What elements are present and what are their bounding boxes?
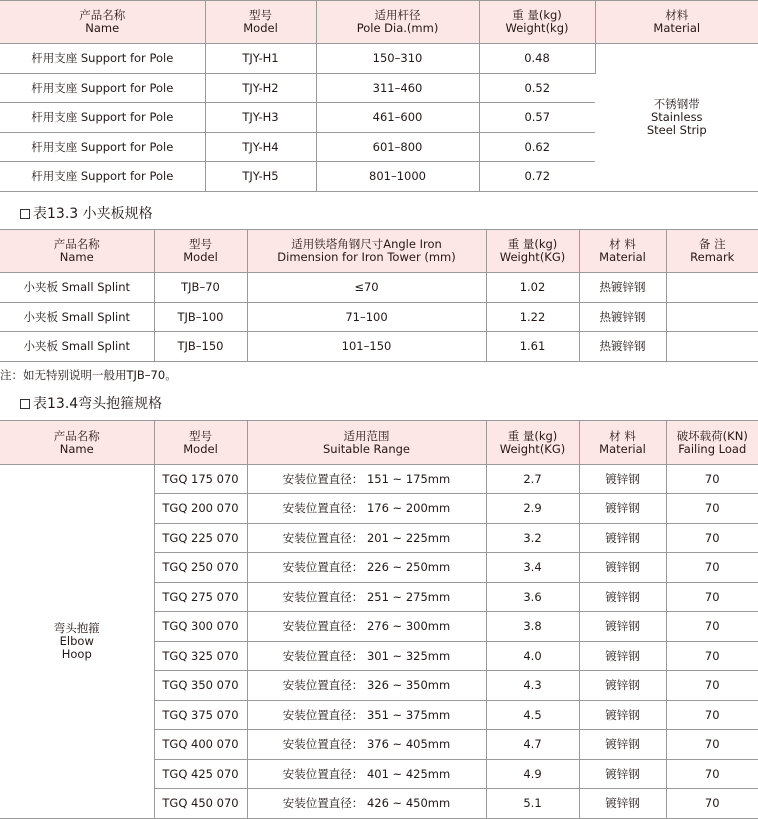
footnote: 注：如无特别说明一般用TJB–70。: [0, 368, 177, 382]
cell-material: 镀锌钢: [579, 760, 666, 789]
cell-material: 镀锌钢: [579, 671, 666, 701]
header-weight: 重 量(kg) Weight(KG): [486, 230, 579, 273]
header-weight: 重 量(kg) Weight(KG): [486, 421, 579, 465]
pole-support-table: [0, 0, 758, 192]
table-row: [0, 273, 758, 303]
header-material: 材料 Material: [595, 1, 758, 44]
header-name: 产品名称 Name: [0, 230, 154, 273]
cell-remark: [666, 332, 758, 362]
header-remark: 备 注 Remark: [666, 230, 758, 273]
cell-name: 杆用支座 Support for Pole: [0, 133, 205, 162]
header-material: 材 料 Material: [579, 421, 666, 465]
cell-dimension: ≤70: [247, 273, 486, 303]
cell-model: TGQ 425 070: [154, 760, 247, 789]
cell-name: 小夹板 Small Splint: [0, 303, 154, 332]
cell-material: 镀锌钢: [579, 789, 666, 819]
cell-range: 安装位置直径： 176 ~ 200mm: [247, 494, 486, 524]
table-row: [0, 44, 758, 74]
cell-model: TJY-H4: [205, 133, 316, 162]
cell-remark: [666, 303, 758, 332]
cell-model: TGQ 225 070: [154, 524, 247, 553]
cell-model: TGQ 200 070: [154, 494, 247, 524]
cell-model: TJY-H3: [205, 103, 316, 133]
cell-material: 热镀锌钢: [579, 303, 666, 332]
cell-material: 镀锌钢: [579, 612, 666, 642]
cell-model: TGQ 300 070: [154, 612, 247, 642]
cell-material: 镀锌钢: [579, 583, 666, 612]
table-row: [0, 303, 758, 332]
cell-model: TGQ 250 070: [154, 553, 247, 583]
header-angle-iron: 适用铁塔角钢尺寸Angle Iron Dimension for Iron Tower (mm): [247, 230, 486, 273]
cell-failing-load: 70: [666, 642, 758, 671]
header-suitable-range: 适用范围 Suitable Range: [247, 421, 486, 465]
cell-model: TJB–100: [154, 303, 247, 332]
cell-model: TGQ 400 070: [154, 730, 247, 760]
section-heading-elbow-hoop: 表13.4弯头抱箍规格: [20, 396, 162, 412]
cell-weight: 4.5: [486, 701, 579, 730]
cell-name: 小夹板 Small Splint: [0, 273, 154, 303]
cell-failing-load: 70: [666, 583, 758, 612]
cell-failing-load: 70: [666, 524, 758, 553]
cell-range: 安装位置直径： 151 ~ 175mm: [247, 465, 486, 494]
cell-model: TGQ 350 070: [154, 671, 247, 701]
cell-weight: 3.8: [486, 612, 579, 642]
cell-model: TJB–70: [154, 273, 247, 303]
header-failing-load: 破坏载荷(KN) Failing Load: [666, 421, 758, 465]
cell-dia: 150–310: [316, 44, 479, 74]
table-row: [0, 332, 758, 362]
header-model: 型号 Model: [154, 230, 247, 273]
header-model: 型号 Model: [154, 421, 247, 465]
cell-material: 镀锌钢: [579, 701, 666, 730]
cell-range: 安装位置直径： 351 ~ 375mm: [247, 701, 486, 730]
cell-failing-load: 70: [666, 730, 758, 760]
header-pole-dia: 适用杆径 Pole Dia.(mm): [316, 1, 479, 44]
cell-dia: 601–800: [316, 133, 479, 162]
table-header-row: [0, 230, 758, 273]
cell-dia: 461–600: [316, 103, 479, 133]
table-row: [0, 465, 758, 494]
cell-failing-load: 70: [666, 465, 758, 494]
cell-name: 杆用支座 Support for Pole: [0, 44, 205, 74]
cell-weight: 4.7: [486, 730, 579, 760]
cell-failing-load: 70: [666, 760, 758, 789]
header-model: 型号 Model: [205, 1, 316, 44]
cell-material: 镀锌钢: [579, 730, 666, 760]
section-heading-small-splint: 表13.3 小夹板规格: [20, 206, 153, 222]
cell-model: TGQ 450 070: [154, 789, 247, 819]
cell-range: 安装位置直径： 376 ~ 405mm: [247, 730, 486, 760]
cell-name: 杆用支座 Support for Pole: [0, 162, 205, 192]
cell-weight: 4.0: [486, 642, 579, 671]
cell-model: TGQ 375 070: [154, 701, 247, 730]
cell-name: 杆用支座 Support for Pole: [0, 103, 205, 133]
cell-model: TGQ 275 070: [154, 583, 247, 612]
cell-material: 热镀锌钢: [579, 273, 666, 303]
cell-weight: 1.61: [486, 332, 579, 362]
cell-weight: 2.7: [486, 465, 579, 494]
cell-failing-load: 70: [666, 494, 758, 524]
cell-range: 安装位置直径： 276 ~ 300mm: [247, 612, 486, 642]
cell-failing-load: 70: [666, 671, 758, 701]
cell-name: 小夹板 Small Splint: [0, 332, 154, 362]
cell-failing-load: 70: [666, 612, 758, 642]
header-name: 产品名称 Name: [0, 421, 154, 465]
cell-weight: 3.4: [486, 553, 579, 583]
cell-material: 镀锌钢: [579, 494, 666, 524]
cell-weight: 4.9: [486, 760, 579, 789]
cell-range: 安装位置直径： 226 ~ 250mm: [247, 553, 486, 583]
cell-weight: 0.72: [479, 162, 595, 192]
cell-range: 安装位置直径： 251 ~ 275mm: [247, 583, 486, 612]
elbow-hoop-table: [0, 420, 758, 819]
cell-model: TGQ 325 070: [154, 642, 247, 671]
cell-dia: 311–460: [316, 74, 479, 103]
cell-failing-load: 70: [666, 789, 758, 819]
table-header-row: [0, 421, 758, 465]
cell-model: TGQ 175 070: [154, 465, 247, 494]
cell-product-name: 弯头抱箍 Elbow Hoop: [0, 465, 154, 819]
cell-weight: 2.9: [486, 494, 579, 524]
cell-material: 镀锌钢: [579, 642, 666, 671]
cell-failing-load: 70: [666, 553, 758, 583]
cell-weight: 5.1: [486, 789, 579, 819]
cell-weight: 3.6: [486, 583, 579, 612]
cell-weight: 3.2: [486, 524, 579, 553]
cell-model: TJY-H5: [205, 162, 316, 192]
cell-material: 热镀锌钢: [579, 332, 666, 362]
cell-material: 镀锌钢: [579, 524, 666, 553]
checkbox-square-icon: [20, 399, 30, 409]
checkbox-square-icon: [20, 209, 30, 219]
cell-range: 安装位置直径： 301 ~ 325mm: [247, 642, 486, 671]
cell-model: TJY-H1: [205, 44, 316, 74]
cell-range: 安装位置直径： 326 ~ 350mm: [247, 671, 486, 701]
cell-model: TJY-H2: [205, 74, 316, 103]
cell-weight: 4.3: [486, 671, 579, 701]
cell-dimension: 101–150: [247, 332, 486, 362]
cell-weight: 0.52: [479, 74, 595, 103]
cell-material: 镀锌钢: [579, 553, 666, 583]
cell-name: 杆用支座 Support for Pole: [0, 74, 205, 103]
cell-range: 安装位置直径： 201 ~ 225mm: [247, 524, 486, 553]
cell-weight: 1.22: [486, 303, 579, 332]
cell-material: 镀锌钢: [579, 465, 666, 494]
header-weight: 重 量(kg) Weight(kg): [479, 1, 595, 44]
cell-dia: 801–1000: [316, 162, 479, 192]
cell-failing-load: 70: [666, 701, 758, 730]
cell-weight: 0.48: [479, 44, 595, 74]
small-splint-table: [0, 229, 758, 362]
cell-weight: 0.57: [479, 103, 595, 133]
header-name: 产品名称 Name: [0, 1, 205, 44]
cell-material: 不锈钢带 Stainless Steel Strip: [595, 44, 758, 192]
cell-weight: 1.02: [486, 273, 579, 303]
header-material: 材 料 Material: [579, 230, 666, 273]
cell-range: 安装位置直径： 401 ~ 425mm: [247, 760, 486, 789]
cell-remark: [666, 273, 758, 303]
cell-model: TJB–150: [154, 332, 247, 362]
cell-dimension: 71–100: [247, 303, 486, 332]
table-header-row: [0, 1, 758, 44]
cell-weight: 0.62: [479, 133, 595, 162]
cell-range: 安装位置直径： 426 ~ 450mm: [247, 789, 486, 819]
